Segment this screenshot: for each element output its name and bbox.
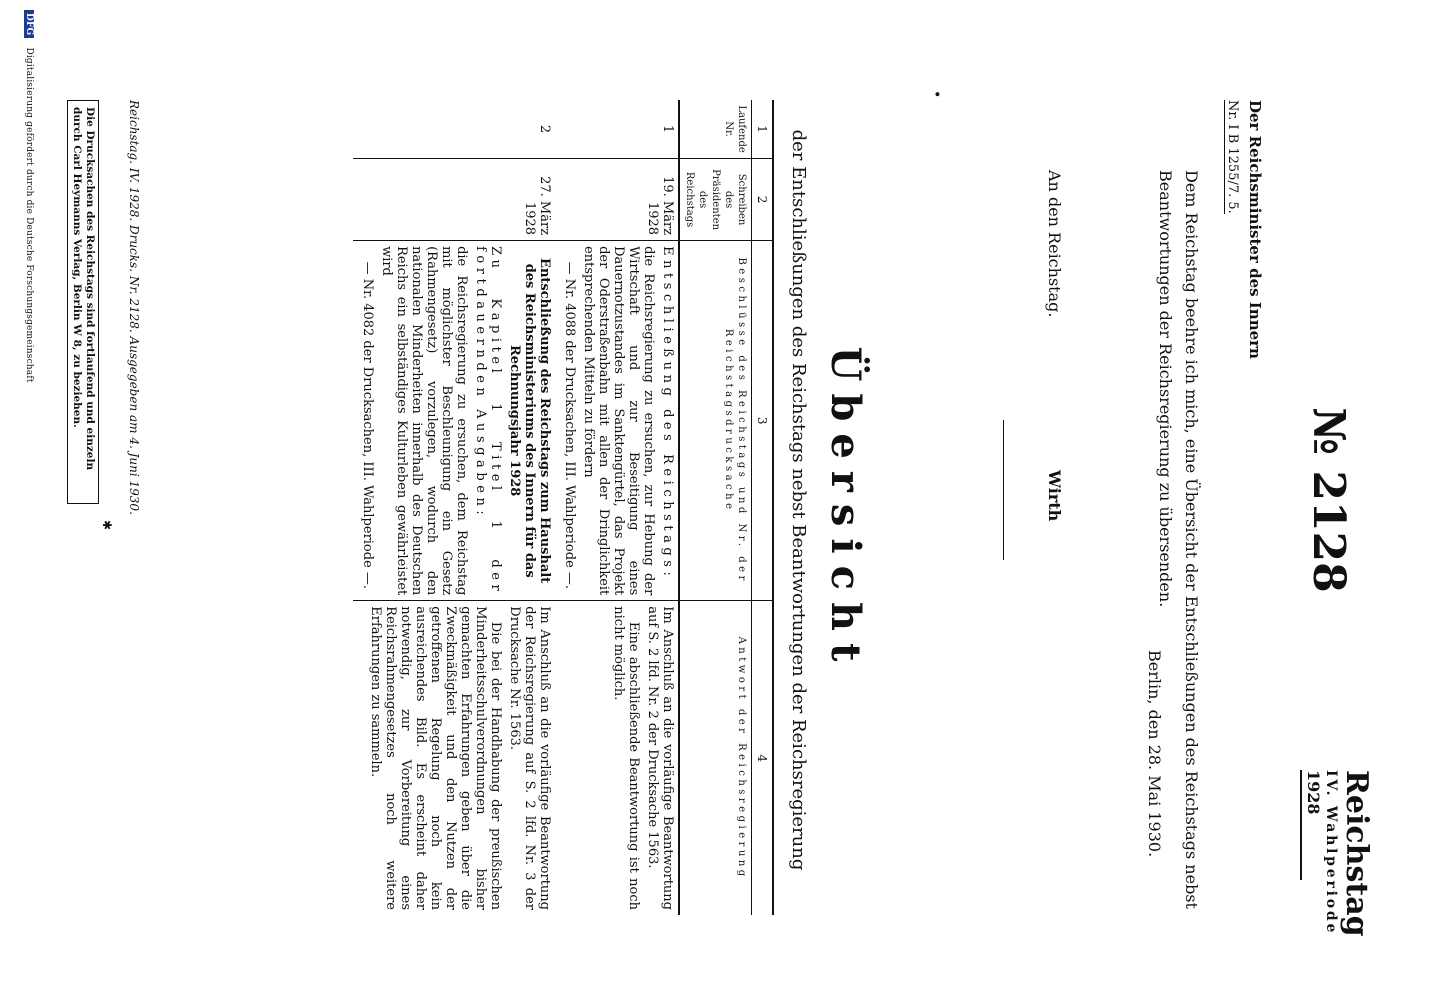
answer-cell (353, 601, 555, 915)
resolution-reference: — Nr. 4082 der Drucksachen, III. Wahlperiode —. (360, 261, 375, 590)
resolutions-table (353, 100, 774, 915)
sender-name: Der Reichsminister des Innern (1246, 100, 1264, 359)
column-number: 1 (752, 100, 774, 159)
reichstag-masthead (1300, 770, 1374, 970)
row-number: 2 (537, 124, 552, 134)
answer-cell (555, 601, 679, 915)
column-header-row (679, 100, 752, 915)
resolution-cell (353, 241, 555, 601)
table-row (555, 100, 679, 915)
date-line: Berlin, den 28. Mai 1930. (1145, 650, 1164, 858)
resolution-text: die Reichsregierung zu ersuchen, dem Reichstag mit möglichster Beschleunigung ein Gesetz (Rahmengesetz) vorzulegen, wodurch den nationalen Minderheiten innerhalb des Deutschen Reichs ein selbständiges Kulturleben gewährleistet wird (379, 246, 469, 596)
intro-text: Dem Reichstag beehre ich mich, eine Übersicht der Entschließungen des Reichstags nebst Beantwortungen der Reichsregierung zu übersenden. (1156, 170, 1201, 909)
signature: Wirth (1045, 470, 1064, 522)
digitization-note (24, 10, 34, 990)
footer-mark: ✱ (100, 520, 114, 531)
row-date: 27. März 1928 (353, 159, 555, 241)
column-number: 3 (752, 241, 774, 601)
subtitle: der Entschließungen des Reichstags nebst Beantwortungen der Reichsregierung (788, 129, 809, 871)
masthead-period: IV. Wahlperiode (1323, 770, 1339, 936)
footer-notice-box: Die Drucksachen des Reichstags sind fortlaufend und einzeln durch Carl Heymanns Verlag, Berlin W 8, zu beziehen. (67, 100, 99, 504)
footer-publication-line: Reichstag. IV. 1928. Drucks. Nr. 2128. Ausgegeben am 4. Juni 1930. (127, 100, 141, 515)
table-row (353, 100, 555, 915)
masthead-rule (1300, 770, 1302, 880)
sender-reference: Nr. I B 1255/7. 5. (1225, 100, 1241, 214)
main-title: Übersicht (822, 346, 869, 674)
answer-text: Im Anschluß an die vorläufige Beantwortung der Reichsregierung auf S. 2 lfd. Nr. 3 der Drucksache Nr. 1563. (507, 606, 552, 910)
resolution-text: die Reichsregierung zu ersuchen, zur Hebung der Wirtschaft und zur Beseitigung eines Dauernotzustandes im Sanktengürtel, das Projekt der Oderstraßenbahn mit allen der Dringlichkeit entsprechenden Mitteln zu fördern (581, 246, 656, 596)
answer-text: Die bei der Handhabung der preußischen Minderheitsschulverordnungen bisher gemachten Erfahrungen geben über die Zweckmäßigkeit und den Nutzen der getroffenen Regelung noch kein ausreichendes Bild. Es erscheint daher notwendig, zur Vorbereitung eines Reichsrahmengesetzes noch weitere Erfahrungen zu sammeln. (368, 606, 503, 910)
column-header: Schreiben des Präsidenten des Reichstags (679, 159, 752, 241)
resolution-heading: Entschließung des Reichstags: (660, 246, 675, 581)
row-number: 1 (660, 124, 675, 134)
column-number: 4 (752, 601, 774, 915)
dfg-logo: DFG (24, 10, 34, 38)
answer-text: Eine abschließende Beantwortung ist noch nicht möglich. (611, 606, 641, 910)
resolution-reference: — Nr. 4088 der Drucksachen, III. Wahlperiode —. (562, 261, 577, 590)
addressee: An den Reichstag. (1045, 170, 1064, 318)
document-number: № 2128 (1303, 407, 1354, 593)
bullet-mark: • (928, 90, 944, 99)
resolution-cell (555, 241, 679, 601)
signature-rule (1003, 420, 1004, 560)
column-header: Antwort der Reichsregierung (679, 601, 752, 915)
masthead-year: 1928 (1304, 770, 1323, 815)
column-number-row (752, 100, 774, 915)
column-header: Laufende Nr. (679, 100, 752, 159)
digitization-text: Digitalisierung gefördert durch die Deutsche Forschungsgemeinschaft (24, 47, 34, 383)
resolution-subheading: Zu Kapitel 1 Titel 1 der fortdauernden Ausgaben: (473, 246, 503, 596)
column-number: 2 (752, 159, 774, 241)
answer-text: Im Anschluß an die vorläufige Beantwortung auf S. 2 lfd. Nr. 2 der Drucksache 1563. (645, 606, 675, 910)
column-header: Beschlüsse des Reichstags und Nr. der Reichstagsdrucksache (679, 241, 752, 601)
resolution-heading: Entschließung des Reichstags zum Haushalt des Reichsministeriums des Innern für das Rechnungsjahr 1928 (507, 258, 552, 584)
masthead-title: Reichstag (1339, 770, 1374, 937)
sender-block (1225, 100, 1265, 360)
row-date: 19. März 1928 (555, 159, 679, 241)
